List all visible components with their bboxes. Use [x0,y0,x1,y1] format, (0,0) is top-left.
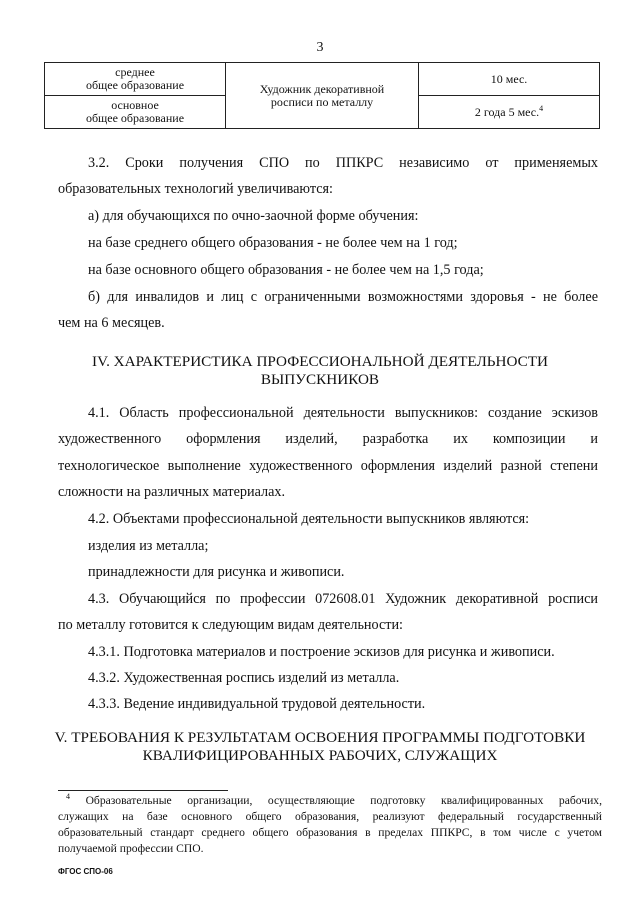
paragraph-4-2-item: принадлежности для рисунка и живописи. [88,564,345,580]
level-line: среднее [115,65,155,79]
table-cell-duration [419,96,600,129]
paragraph-4-1-line: художественного оформления изделий, разработка их композиции и [58,431,598,447]
duration-value: 2 года 5 мес. [474,104,540,119]
paragraph-4-3-2: 4.3.2. Художественная роспись изделий из металла. [88,670,400,686]
paragraph-a-item: на базе основного общего образования - не более чем на 1,5 года; [88,262,484,278]
footnote-line: образовательный стандарт среднего общего образования в пределах ППКРС, в том числе с учетом [58,826,602,839]
paragraph-b-line: б) для инвалидов и лиц с ограниченными возможностями здоровья - не более [88,289,598,305]
paragraph-a-item: на базе среднего общего образования - не более чем на 1 год; [88,235,458,251]
footnote-ref: 4 [539,103,544,113]
level-line: основное [111,98,159,112]
paragraph-4-3-3: 4.3.3. Ведение индивидуальной трудовой деятельности. [88,696,426,712]
paragraph-3-2-line: образовательных технологий увеличиваются: [58,181,333,197]
section-heading-5 [40,729,600,765]
heading-line: V. ТРЕБОВАНИЯ К РЕЗУЛЬТАТАМ ОСВОЕНИЯ ПРОГРАММЫ ПОДГОТОВКИ [54,729,586,746]
heading-line: IV. ХАРАКТЕРИСТИКА ПРОФЕССИОНАЛЬНОЙ ДЕЯТЕЛЬНОСТИ [92,353,548,370]
document-code: ФГОС СПО-06 [58,867,113,876]
specialty-line: Художник декоративной [259,81,385,96]
table-cell-duration [419,63,600,96]
paragraph-4-2: 4.2. Объектами профессиональной деятельности выпускников являются: [88,511,530,527]
table-row [45,63,600,96]
paragraph-4-3-line: 4.3. Обучающийся по профессии 072608.01 Художник декоративной росписи [88,591,598,607]
paragraph-b-line: чем на 6 месяцев. [58,315,165,331]
heading-line: КВАЛИФИЦИРОВАННЫХ РАБОЧИХ, СЛУЖАЩИХ [142,747,498,764]
heading-line: ВЫПУСКНИКОВ [260,371,380,388]
table-cell-level [45,63,226,96]
paragraph-4-3-line: по металлу готовится к следующим видам деятельности: [58,617,403,633]
specialty-line: росписи по металлу [270,94,374,109]
paragraph-4-1-line: технологическое выполнение художественного оформления изделий разной степени [58,458,598,474]
footnote-line: служащих на базе основного общего образования, реализуют федеральный государственный [58,810,602,823]
level-line: общее образование [85,78,185,92]
footnote-line: получаемой профессии СПО. [58,842,204,855]
footnote-separator [58,790,228,791]
paragraph-4-3-1: 4.3.1. Подготовка материалов и построение эскизов для рисунка и живописи. [88,644,555,660]
paragraph-4-1-line: 4.1. Область профессиональной деятельности выпускников: создание эскизов [88,405,598,421]
duration-value: 10 мес. [490,71,528,86]
education-terms-table [44,62,600,129]
paragraph-4-1-line: сложности на различных материалах. [58,484,286,500]
footnote [58,793,602,857]
paragraph-a: а) для обучающихся по очно-заочной форме обучения: [88,208,419,224]
section-heading-4 [40,353,600,389]
level-line: общее образование [85,111,185,125]
paragraph-4-2-item: изделия из металла; [88,538,209,554]
paragraph-3-2-line: 3.2. Сроки получения СПО по ППКРС независимо от применяемых [88,155,598,171]
footnote-mark: 4 [66,792,70,802]
table-cell-level [45,96,226,129]
page-number: 3 [316,40,324,55]
footnote-text: Образовательные организации, осуществляющие подготовку квалифицированных рабочих, [85,794,602,807]
table-cell-specialty [226,63,419,129]
footnote-line [58,793,602,809]
